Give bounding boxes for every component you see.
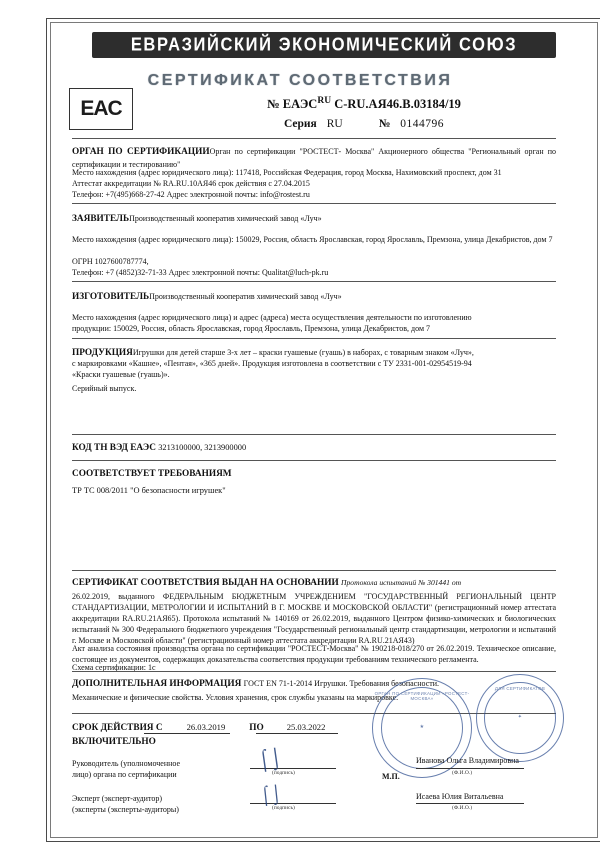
product-text-3: «Краски гуашевые (гуашь)». [72, 370, 170, 379]
manufacturer-label: ИЗГОТОВИТЕЛЬ [72, 292, 150, 302]
mp-label: М.П. [382, 772, 400, 781]
product-text-2: с маркировками «Кашне», «Пентая», «365 дней». Продукция изготовлена в соответствии с ТУ 2331-001-02954519-94 [72, 359, 472, 368]
stamp-left-center: ★ [419, 724, 425, 731]
series-row [174, 118, 554, 130]
expert-role-line-1: Эксперт (эксперт-аудитор) [72, 794, 163, 803]
requirements-label: СООТВЕТСТВУЕТ ТРЕБОВАНИЯМ [72, 469, 232, 479]
validity-to-underline [256, 733, 338, 734]
validity-from-underline [144, 733, 230, 734]
head-name-line [416, 768, 524, 769]
head-role-line-2: лицо) органа по сертификации [72, 770, 177, 779]
for-certificates-stamp [476, 674, 564, 762]
expert-name-line [416, 803, 524, 804]
divider-requirements [72, 570, 556, 571]
certificate-number-sup: RU [317, 96, 332, 106]
series-no-value: 0144796 [400, 118, 445, 130]
eac-mark-icon: ЕAC [69, 88, 133, 130]
additional-text: Механические и физические свойства. Условия хранения, срок службы указаны на маркировке. [72, 693, 399, 702]
tnved-label: КОД ТН ВЭД ЕАЭС [72, 443, 156, 453]
divider-basis [72, 671, 556, 672]
expert-name-hint: (Ф.И.О.) [452, 805, 473, 811]
head-name-value: Иванова Ольга Владимировна [416, 756, 519, 765]
manufacturer-address-2: продукции: 150029, Россия, область Ярославская, город Ярославль, Премзона, улица Декабристов, дом 7 [72, 324, 431, 333]
validity-from-value: 26.03.2019 [186, 722, 226, 732]
validity-from-label: СРОК ДЕЙСТВИЯ С [72, 723, 163, 733]
basis-text: 26.02.2019, выданного ФЕДЕРАЛЬНЫМ БЮДЖЕТНЫМ УЧРЕЖДЕНИЕМ "ГОСУДАРСТВЕННЫЙ РЕГИОНАЛЬНЫЙ ЦЕНТР СТАНДАРТИЗАЦИИ, МЕТРОЛОГИИ И ИСПЫТАНИЙ В Г. МОСКВЕ И МОСКОВСКОЙ ОБЛАСТИ" (регистрационный номер аттестата аккредитации RA.RU.21АЯ65). Протокола испытаний № 140169 от 26.02.2019, выданного Центром физико-химических и биологических испытаний № 300 Федерального бюджетного учреждения "Государственный региональный центр стандартизации, метрологии и испытаний г. Москве и Московской области" (регистрационный номер аттестата аккредитации RA.RU.21АЯ43) [72, 592, 556, 646]
validity-inclusive: ВКЛЮЧИТЕЛЬНО [72, 737, 156, 747]
divider-product [72, 434, 556, 435]
body-text: Орган по сертификации "РОСТЕСТ- Москва" Акционерного общества "Региональный орган по сертификации и тестированию" [72, 147, 557, 169]
body-contacts: Телефон: +7(495)668-27-42 Адрес электронной почты: info@rostest.ru [72, 190, 310, 199]
head-signature-mark: ⌠⌡ [256, 746, 284, 772]
page-title: СЕРТИФИКАТ СООТВЕТСТВИЯ [147, 72, 453, 89]
basis-act: Акт анализа состояния производства органа по сертификации "РОСТЕСТ-Москва" № 190218-018/270 от 26.02.2019. Техническое описание, состоящее из документов, содержащих доказательства соответствия продукции требованиям технического регламента. [72, 644, 556, 665]
product-text-4: Серийный выпуск. [72, 384, 137, 393]
body-label: ОРГАН ПО СЕРТИФИКАЦИИ [72, 147, 210, 157]
expert-signature-hint: (подпись) [272, 805, 295, 811]
certificate-number-prefix: № ЕАЭС [267, 97, 318, 112]
stamp-right-center: ✦ [517, 714, 523, 721]
divider-body [72, 203, 556, 204]
series-label: Серия [283, 118, 317, 130]
series-value: RU [326, 118, 343, 130]
expert-name-value: Исаева Юлия Витальевна [416, 792, 504, 801]
eaeu-banner [92, 32, 556, 58]
divider-manufacturer [72, 338, 556, 339]
applicant-address: Место нахождения (адрес юридического лица): 150029, Россия, область Ярославская, город Ярославль, Премзона, улица Декабристов, дом 7 [72, 235, 553, 244]
eaeu-banner-label: ЕВРАЗИЙСКИЙ ЭКОНОМИЧЕСКИЙ СОЮЗ [130, 34, 518, 55]
additional-text-head: ГОСТ EN 71-1-2014 Игрушки. Требования безопасности. [243, 679, 440, 688]
validity-to-label: ПО [249, 723, 264, 733]
manufacturer-address-1: Место нахождения (адрес юридического лица) и адрес (адреса) места осуществления деятельности по изготовлению [72, 313, 472, 322]
basis-row [72, 578, 556, 588]
basis-label: СЕРТИФИКАТ СООТВЕТСТВИЯ ВЫДАН НА ОСНОВАНИИ [72, 578, 339, 588]
expert-role-line-2: (эксперты (эксперты-аудиторы) [72, 805, 179, 814]
body-address: Место нахождения (адрес юридического лица): 117418, Российская Федерация, город Москва, Нахимовский проспект, дом 31 [72, 168, 502, 177]
stamp-right-arc-text: ДЛЯ СЕРТИФИКАТОВ [494, 686, 546, 691]
body-accreditation: Аттестат аккредитации № RA.RU.10АЯ46 срок действия с 27.04.2015 [72, 179, 310, 188]
manufacturer-text: Производственный кооператив химический завод «Луч» [149, 292, 342, 301]
basis-scheme: Схема сертификации: 1с [72, 663, 156, 672]
certificate-number-value: C-RU.АЯ46.В.03184/19 [334, 97, 461, 112]
basis-text-head: Протокола испытаний № 301441 от [341, 578, 462, 587]
head-role-line-1: Руководитель (уполномоченное [72, 759, 181, 768]
stamp-left-arc-text: ОРГАН ПО СЕРТИФИКАЦИИ «РОСТЕСТ-МОСКВА» [374, 691, 470, 701]
applicant-block [72, 213, 556, 226]
applicant-label: ЗАЯВИТЕЛЬ [72, 214, 130, 224]
certificate-number-row [174, 96, 554, 112]
validity-to-value: 25.03.2022 [286, 722, 326, 732]
product-label: ПРОДУКЦИЯ [72, 348, 133, 358]
expert-signature-mark: ⌠⌡ [258, 782, 283, 806]
applicant-contacts: Телефон: +7 (4852)32-71-33 Адрес электронной почты: Qualitat@luch-pk.ru [72, 268, 329, 277]
tnved-row [72, 443, 556, 453]
product-text-1: Игрушки для детей старше 3-х лет – краски гуашевые (гуашь) в наборах, с товарным знаком «Луч», [132, 348, 474, 357]
requirements-value: ТР ТС 008/2011 "О безопасности игрушек" [72, 486, 226, 495]
tnved-value: 3213100000, 3213900000 [158, 443, 247, 452]
certificate-sheet [24, 10, 576, 824]
divider-applicant [72, 281, 556, 282]
applicant-text: Производственный кооператив химический завод «Луч» [129, 214, 322, 223]
head-signature-hint: (подпись) [272, 770, 295, 776]
applicant-ogrn: ОГРН 1027600787774, [72, 257, 149, 266]
series-no-label: № [378, 118, 391, 130]
manufacturer-block [72, 291, 556, 304]
additional-label: ДОПОЛНИТЕЛЬНАЯ ИНФОРМАЦИЯ [72, 679, 242, 689]
divider-top [72, 138, 556, 139]
divider-tnved [72, 460, 556, 461]
head-name-hint: (Ф.И.О.) [452, 770, 473, 776]
